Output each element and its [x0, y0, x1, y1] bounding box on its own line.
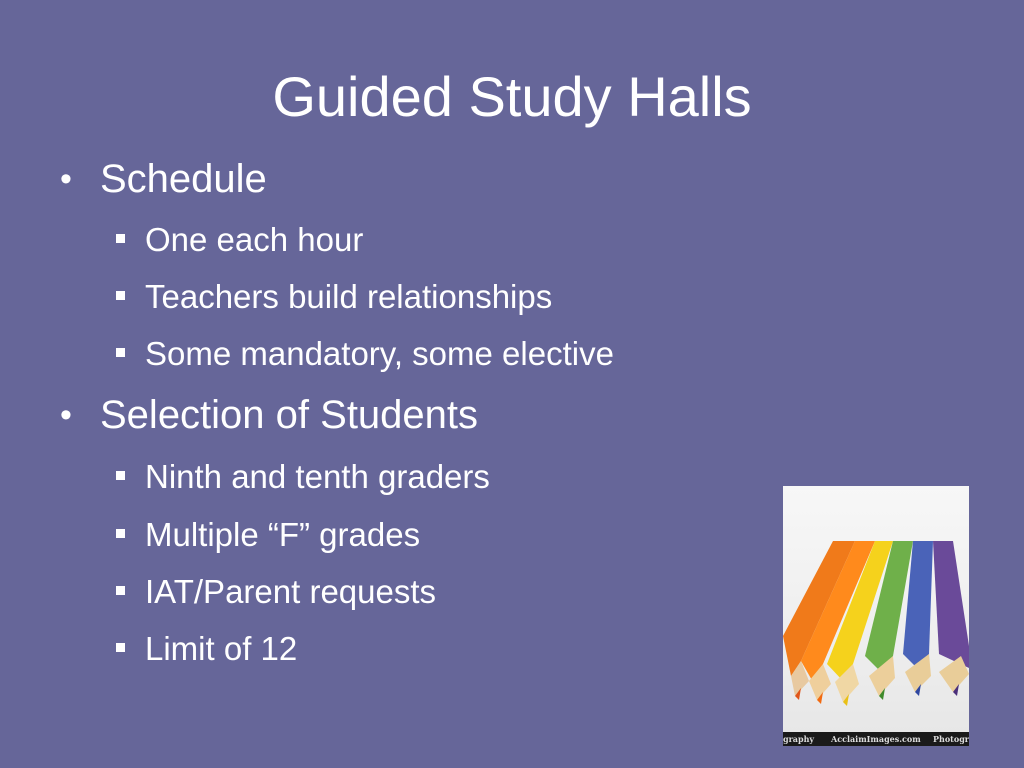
square-bullet-icon	[116, 471, 125, 480]
sub-bullet-label: One each hour	[145, 221, 364, 258]
pencil-purple	[933, 541, 969, 668]
bullet-label: Schedule	[100, 157, 267, 201]
watermark-text: Photogr	[933, 734, 969, 744]
watermark-text: AcclaimImages.com	[831, 734, 921, 744]
square-bullet-icon	[116, 234, 125, 243]
slide-title: Guided Study Halls	[272, 65, 752, 128]
colored-pencils-photo	[783, 486, 969, 746]
square-bullet-icon	[116, 586, 125, 595]
image-watermark	[783, 732, 969, 746]
bullet-dot: •	[60, 160, 72, 198]
sub-bullet	[116, 334, 614, 374]
sub-bullet	[116, 220, 363, 260]
sub-bullet-label: Teachers build relationships	[145, 278, 553, 315]
square-bullet-icon	[116, 348, 125, 357]
bullet-label: Selection of Students	[100, 393, 479, 437]
sub-bullet	[116, 515, 420, 555]
sub-bullet-label: Limit of 12	[145, 630, 298, 667]
square-bullet-icon	[116, 291, 125, 300]
sub-bullet-label: IAT/Parent requests	[145, 573, 437, 610]
sub-bullet	[116, 277, 552, 317]
sub-bullet-label: Some mandatory, some elective	[145, 335, 614, 372]
square-bullet-icon	[116, 529, 125, 538]
bullet-schedule	[60, 155, 267, 203]
sub-bullet-label: Multiple “F” grades	[145, 516, 421, 553]
sub-bullet	[116, 457, 490, 497]
sub-bullet	[116, 572, 436, 612]
bullet-dot: •	[60, 396, 72, 434]
sub-bullet-label: Ninth and tenth graders	[145, 458, 490, 495]
pencils-illustration	[783, 486, 969, 732]
sub-bullet	[116, 629, 297, 669]
watermark-text: graphy	[783, 734, 815, 744]
square-bullet-icon	[116, 643, 125, 652]
bullet-selection-of-students	[60, 391, 478, 439]
